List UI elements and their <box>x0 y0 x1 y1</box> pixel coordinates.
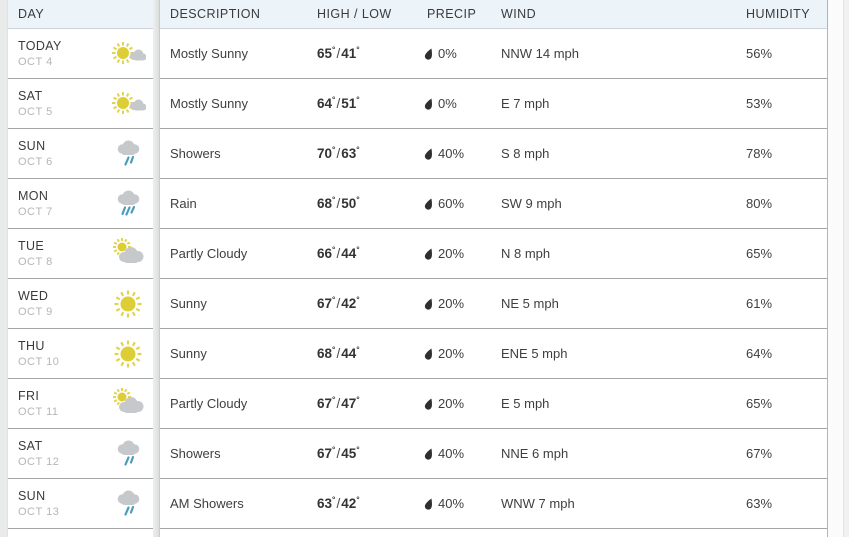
panel-divider <box>153 0 160 537</box>
description-value: AM Showers <box>170 496 244 511</box>
high-low-value: 65°/41° <box>317 44 360 61</box>
day-cell[interactable] <box>8 129 153 179</box>
day-name: SUN <box>18 489 46 503</box>
high-low-value: 63°/42° <box>317 494 360 511</box>
raindrop-icon <box>424 248 434 261</box>
description-value: Sunny <box>170 346 207 361</box>
humidity-value: 80% <box>746 196 773 211</box>
humidity-value: 65% <box>746 246 773 261</box>
mostly-sunny-icon <box>110 38 146 70</box>
day-label-group <box>18 439 59 468</box>
raindrop-icon <box>424 98 434 111</box>
description-value: Partly Cloudy <box>170 396 248 411</box>
wind-value: N 8 mph <box>501 246 551 261</box>
day-date: OCT 4 <box>18 56 53 68</box>
high-low-value: 67°/45° <box>317 444 360 461</box>
day-name: SUN <box>18 139 46 153</box>
wind-value: SW 9 mph <box>501 196 562 211</box>
raindrop-icon <box>424 398 434 411</box>
day-label-group <box>18 39 62 68</box>
forecast-table-header <box>160 0 827 29</box>
humidity-value: 64% <box>746 346 773 361</box>
forecast-row[interactable] <box>160 29 827 79</box>
day-cell[interactable] <box>8 329 153 379</box>
showers-icon <box>110 438 146 470</box>
day-cell[interactable] <box>8 279 153 329</box>
day-date: OCT 9 <box>18 306 53 318</box>
day-name: WED <box>18 289 49 303</box>
day-label-group <box>18 489 59 518</box>
day-date: OCT 5 <box>18 106 53 118</box>
description-value: Showers <box>170 446 221 461</box>
day-date: OCT 11 <box>18 406 59 418</box>
forecast-row[interactable] <box>160 379 827 429</box>
column-header-precip: PRECIP <box>427 7 477 21</box>
high-low-value: 68°/44° <box>317 344 360 361</box>
raindrop-icon <box>424 298 434 311</box>
raindrop-icon <box>424 448 434 461</box>
day-label-group <box>18 389 59 418</box>
wind-value: S 8 mph <box>501 146 550 161</box>
forecast-row[interactable] <box>160 129 827 179</box>
raindrop-icon <box>424 498 434 511</box>
day-date: OCT 10 <box>18 356 60 368</box>
wind-value: E 7 mph <box>501 96 550 111</box>
day-rows-container <box>8 29 153 529</box>
wind-value: NE 5 mph <box>501 296 559 311</box>
high-low-value: 67°/42° <box>317 294 360 311</box>
description-value: Mostly Sunny <box>170 46 249 61</box>
day-cell[interactable] <box>8 479 153 529</box>
wind-value: WNW 7 mph <box>501 496 575 511</box>
day-label-group <box>18 89 53 118</box>
sunny-icon <box>110 338 146 370</box>
raindrop-icon <box>424 198 434 211</box>
forecast-row[interactable] <box>160 79 827 129</box>
day-name: TUE <box>18 239 45 253</box>
rain-icon <box>110 188 146 220</box>
wind-value: NNE 6 mph <box>501 446 569 461</box>
forecast-row[interactable] <box>160 329 827 379</box>
precip-value: 20% <box>424 296 501 311</box>
forecast-row[interactable] <box>160 279 827 329</box>
day-cell[interactable] <box>8 379 153 429</box>
precip-value: 40% <box>424 146 501 161</box>
raindrop-icon <box>424 348 434 361</box>
humidity-value: 56% <box>746 46 773 61</box>
raindrop-icon <box>424 148 434 161</box>
humidity-value: 78% <box>746 146 773 161</box>
precip-value: 40% <box>424 496 501 511</box>
day-label-group <box>18 339 59 368</box>
humidity-value: 53% <box>746 96 773 111</box>
day-date: OCT 7 <box>18 206 53 218</box>
high-low-value: 64°/51° <box>317 94 360 111</box>
partly-cloudy-icon <box>110 388 146 420</box>
day-name: TODAY <box>18 39 62 53</box>
description-value: Partly Cloudy <box>170 246 248 261</box>
left-scroll-gutter <box>0 0 8 537</box>
high-low-value: 68°/50° <box>317 194 360 211</box>
humidity-value: 61% <box>746 296 773 311</box>
day-date: OCT 6 <box>18 156 53 168</box>
day-date: OCT 8 <box>18 256 53 268</box>
precip-value: 20% <box>424 246 501 261</box>
right-page-margin <box>828 0 849 537</box>
day-column-panel <box>8 0 153 537</box>
vertical-scrollbar-track[interactable] <box>843 0 849 537</box>
forecast-row[interactable] <box>160 429 827 479</box>
sunny-icon <box>110 288 146 320</box>
precip-value: 20% <box>424 396 501 411</box>
day-cell[interactable] <box>8 79 153 129</box>
day-name: THU <box>18 339 45 353</box>
wind-value: NNW 14 mph <box>501 46 580 61</box>
day-cell[interactable] <box>8 29 153 79</box>
precip-value: 0% <box>424 46 501 61</box>
precip-value: 60% <box>424 196 501 211</box>
forecast-row[interactable] <box>160 479 827 529</box>
am-showers-icon <box>110 488 146 520</box>
showers-icon <box>110 138 146 170</box>
forecast-rows-container <box>160 29 827 529</box>
description-value: Rain <box>170 196 197 211</box>
wind-value: ENE 5 mph <box>501 346 568 361</box>
humidity-value: 65% <box>746 396 773 411</box>
day-header-label: DAY <box>18 7 45 21</box>
right-margin-inner <box>828 0 843 537</box>
precip-value: 40% <box>424 446 501 461</box>
day-cell[interactable] <box>8 179 153 229</box>
forecast-row[interactable] <box>160 229 827 279</box>
description-value: Sunny <box>170 296 207 311</box>
humidity-value: 67% <box>746 446 773 461</box>
column-header-day <box>8 0 153 29</box>
day-label-group <box>18 239 53 268</box>
humidity-value: 63% <box>746 496 773 511</box>
forecast-table-panel <box>160 0 828 537</box>
day-label-group <box>18 189 53 218</box>
partly-cloudy-icon <box>110 238 146 270</box>
raindrop-icon <box>424 48 434 61</box>
column-header-humidity: HUMIDITY <box>746 7 811 21</box>
high-low-value: 67°/47° <box>317 394 360 411</box>
day-name: MON <box>18 189 49 203</box>
day-date: OCT 12 <box>18 456 60 468</box>
high-low-value: 70°/63° <box>317 144 360 161</box>
column-header-description: DESCRIPTION <box>170 7 261 21</box>
precip-value: 0% <box>424 96 501 111</box>
description-value: Showers <box>170 146 221 161</box>
day-cell[interactable] <box>8 229 153 279</box>
column-header-wind: WIND <box>501 7 537 21</box>
day-name: FRI <box>18 389 40 403</box>
day-name: SAT <box>18 89 43 103</box>
wind-value: E 5 mph <box>501 396 550 411</box>
day-cell[interactable] <box>8 429 153 479</box>
forecast-row[interactable] <box>160 179 827 229</box>
mostly-sunny-icon <box>110 88 146 120</box>
day-label-group <box>18 139 53 168</box>
column-header-high-low: HIGH / LOW <box>317 7 392 21</box>
day-name: SAT <box>18 439 43 453</box>
description-value: Mostly Sunny <box>170 96 249 111</box>
day-date: OCT 13 <box>18 506 60 518</box>
precip-value: 20% <box>424 346 501 361</box>
high-low-value: 66°/44° <box>317 244 360 261</box>
day-label-group <box>18 289 53 318</box>
